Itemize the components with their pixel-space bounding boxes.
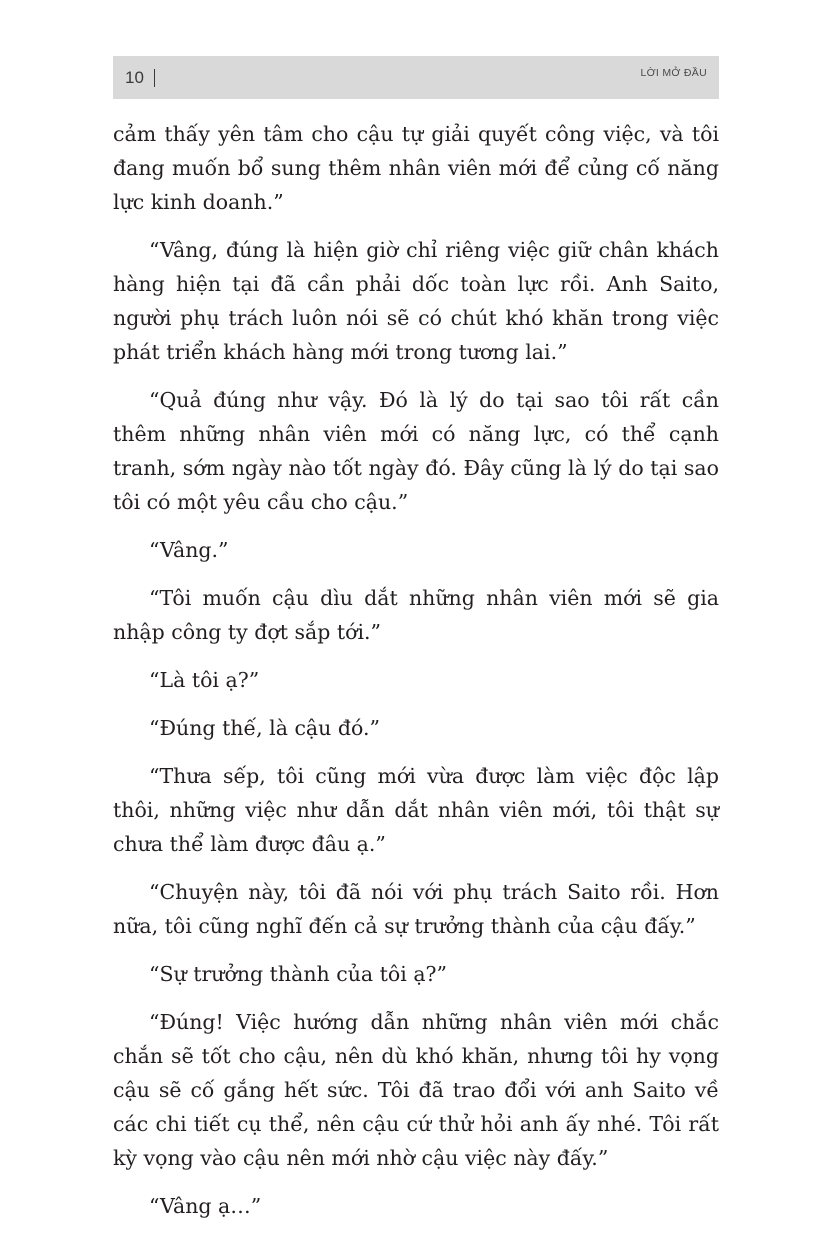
paragraph-9: “Chuyện này, tôi đã nói với phụ trách Saito rồi. Hơn nữa, tôi cũng nghĩ đến cả sự trưởng thành của cậu đấy.” — [113, 880, 719, 938]
running-header — [113, 56, 719, 99]
paragraph-3: “Quả đúng như vậy. Đó là lý do tại sao tôi rất cần thêm những nhân viên mới có năng lực, có thể cạnh tranh, sớm ngày nào tốt ngày đó. Đây cũng là lý do tại sao tôi có một yêu cầu cho cậu.” — [113, 388, 719, 514]
paragraph-6: “Là tôi ạ?” — [149, 668, 260, 692]
paragraph-5: “Tôi muốn cậu dìu dắt những nhân viên mới sẽ gia nhập công ty đợt sắp tới.” — [113, 586, 719, 644]
paragraph-2: “Vâng, đúng là hiện giờ chỉ riêng việc giữ chân khách hàng hiện tại đã cần phải dốc toàn lực rồi. Anh Saito, người phụ trách luôn nói sẽ có chút khó khăn trong việc phát triển khách hàng mới trong tương lai.” — [113, 238, 719, 364]
paragraph-7: “Đúng thế, là cậu đó.” — [149, 716, 380, 740]
paragraph-10: “Sự trưởng thành của tôi ạ?” — [149, 962, 448, 986]
page-number-text: 10 — [125, 67, 144, 87]
page-number — [125, 68, 155, 88]
chapter-title: LỜI MỞ ĐẦU — [640, 66, 707, 79]
paragraph-12: “Vâng ạ…” — [149, 1194, 262, 1218]
page-body — [113, 117, 719, 1237]
paragraph-4: “Vâng.” — [149, 538, 229, 562]
paragraph-8: “Thưa sếp, tôi cũng mới vừa được làm việc độc lập thôi, những việc như dẫn dắt nhân viên mới, tôi thật sự chưa thể làm được đâu ạ.” — [113, 764, 719, 856]
header-separator — [154, 69, 155, 87]
paragraph-11: “Đúng! Việc hướng dẫn những nhân viên mới chắc chắn sẽ tốt cho cậu, nên dù khó khăn, nhưng tôi hy vọng cậu sẽ cố gắng hết sức. Tôi đã trao đổi với anh Saito về các chi tiết cụ thể, nên cậu cứ thử hỏi anh ấy nhé. Tôi rất kỳ vọng vào cậu nên mới nhờ cậu việc này đấy.” — [113, 1010, 719, 1170]
paragraph-1: cảm thấy yên tâm cho cậu tự giải quyết công việc, và tôi đang muốn bổ sung thêm nhân viên mới để củng cố năng lực kinh doanh.” — [113, 122, 719, 214]
